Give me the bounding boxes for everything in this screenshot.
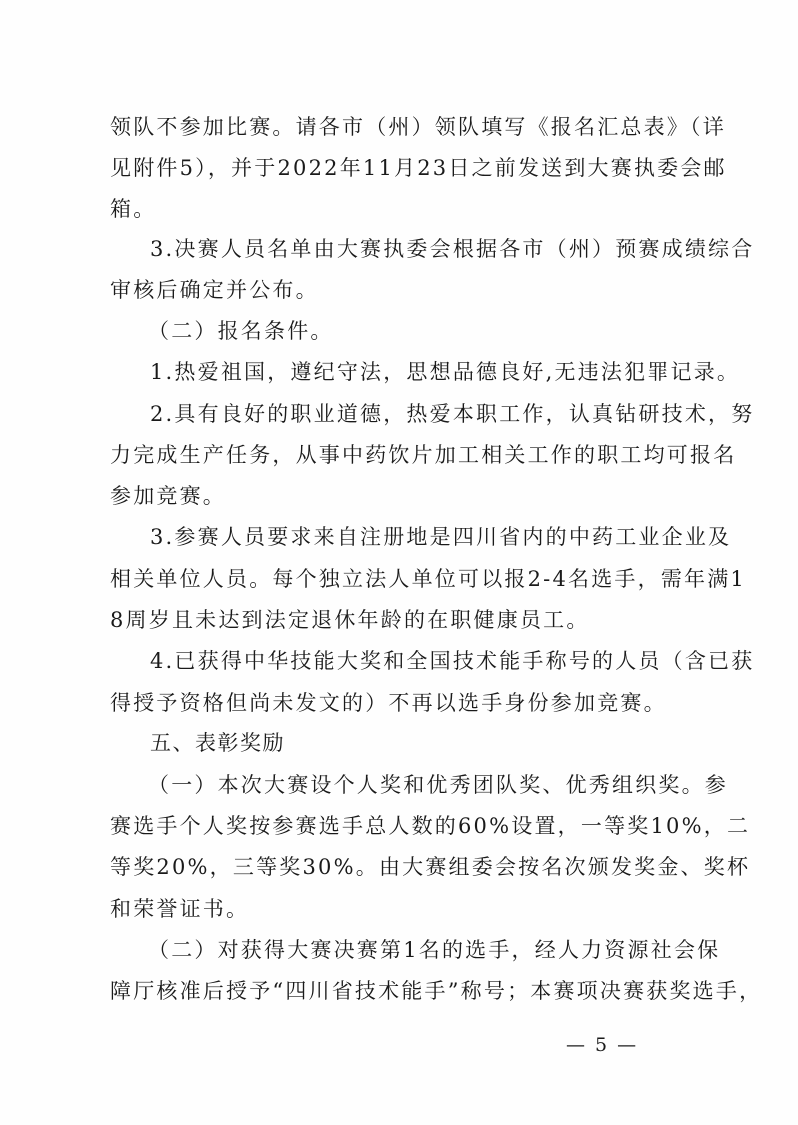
text-line: 参加竞赛。 [110,484,226,508]
text-line: 相关单位人员。每个独立法人单位可以报2-4名选手，需年满1 [110,567,746,591]
section-subheading: （二）报名条件。 [148,319,334,343]
text-line: 等奖20%，三等奖30%。由大赛组委会按名次颁发奖金、奖杯 [110,855,751,879]
text-line: 箱。 [110,197,157,221]
text-line: 力完成生产任务，从事中药饮片加工相关工作的职工均可报名 [110,443,737,467]
text-line: （一）本次大赛设个人奖和优秀团队奖、优秀组织奖。参 [148,773,728,797]
text-line: 障厅核准后授予“四川省技术能手”称号；本赛项决赛获奖选手， [110,979,763,1003]
page-number: — 5 — [566,1034,639,1056]
text-line: 3.决赛人员名单由大赛执委会根据各市（州）预赛成绩综合 [150,237,755,261]
text-line: 3.参赛人员要求来自注册地是四川省内的中药工业企业及 [150,525,732,549]
text-line: 2.具有良好的职业道德，热爱本职工作，认真钻研技术，努 [150,402,755,426]
text-line: 8周岁且未达到法定退休年龄的在职健康员工。 [110,608,590,632]
text-line: 得授予资格但尚未发文的）不再以选手身份参加竞赛。 [110,691,667,715]
section-heading: 五、表彰奖励 [150,731,285,755]
text-line: 1.热爱祖国，遵纪守法，思想品德良好,无违法犯罪记录。 [150,360,741,384]
text-line: 赛选手个人奖按参赛选手总人数的60%设置，一等奖10%，二 [110,814,751,838]
text-line: 见附件5），并于2022年11月23日之前发送到大赛执委会邮 [110,156,727,180]
text-line: （二）对获得大赛决赛第1名的选手，经人力资源社会保 [148,938,721,962]
text-line: 和荣誉证书。 [110,897,250,921]
text-line: 审核后确定并公布。 [110,278,319,302]
text-line: 4.已获得中华技能大奖和全国技术能手称号的人员（含已获 [150,649,755,673]
text-line: 领队不参加比赛。请各市（州）领队填写《报名汇总表》（详 [110,115,726,139]
